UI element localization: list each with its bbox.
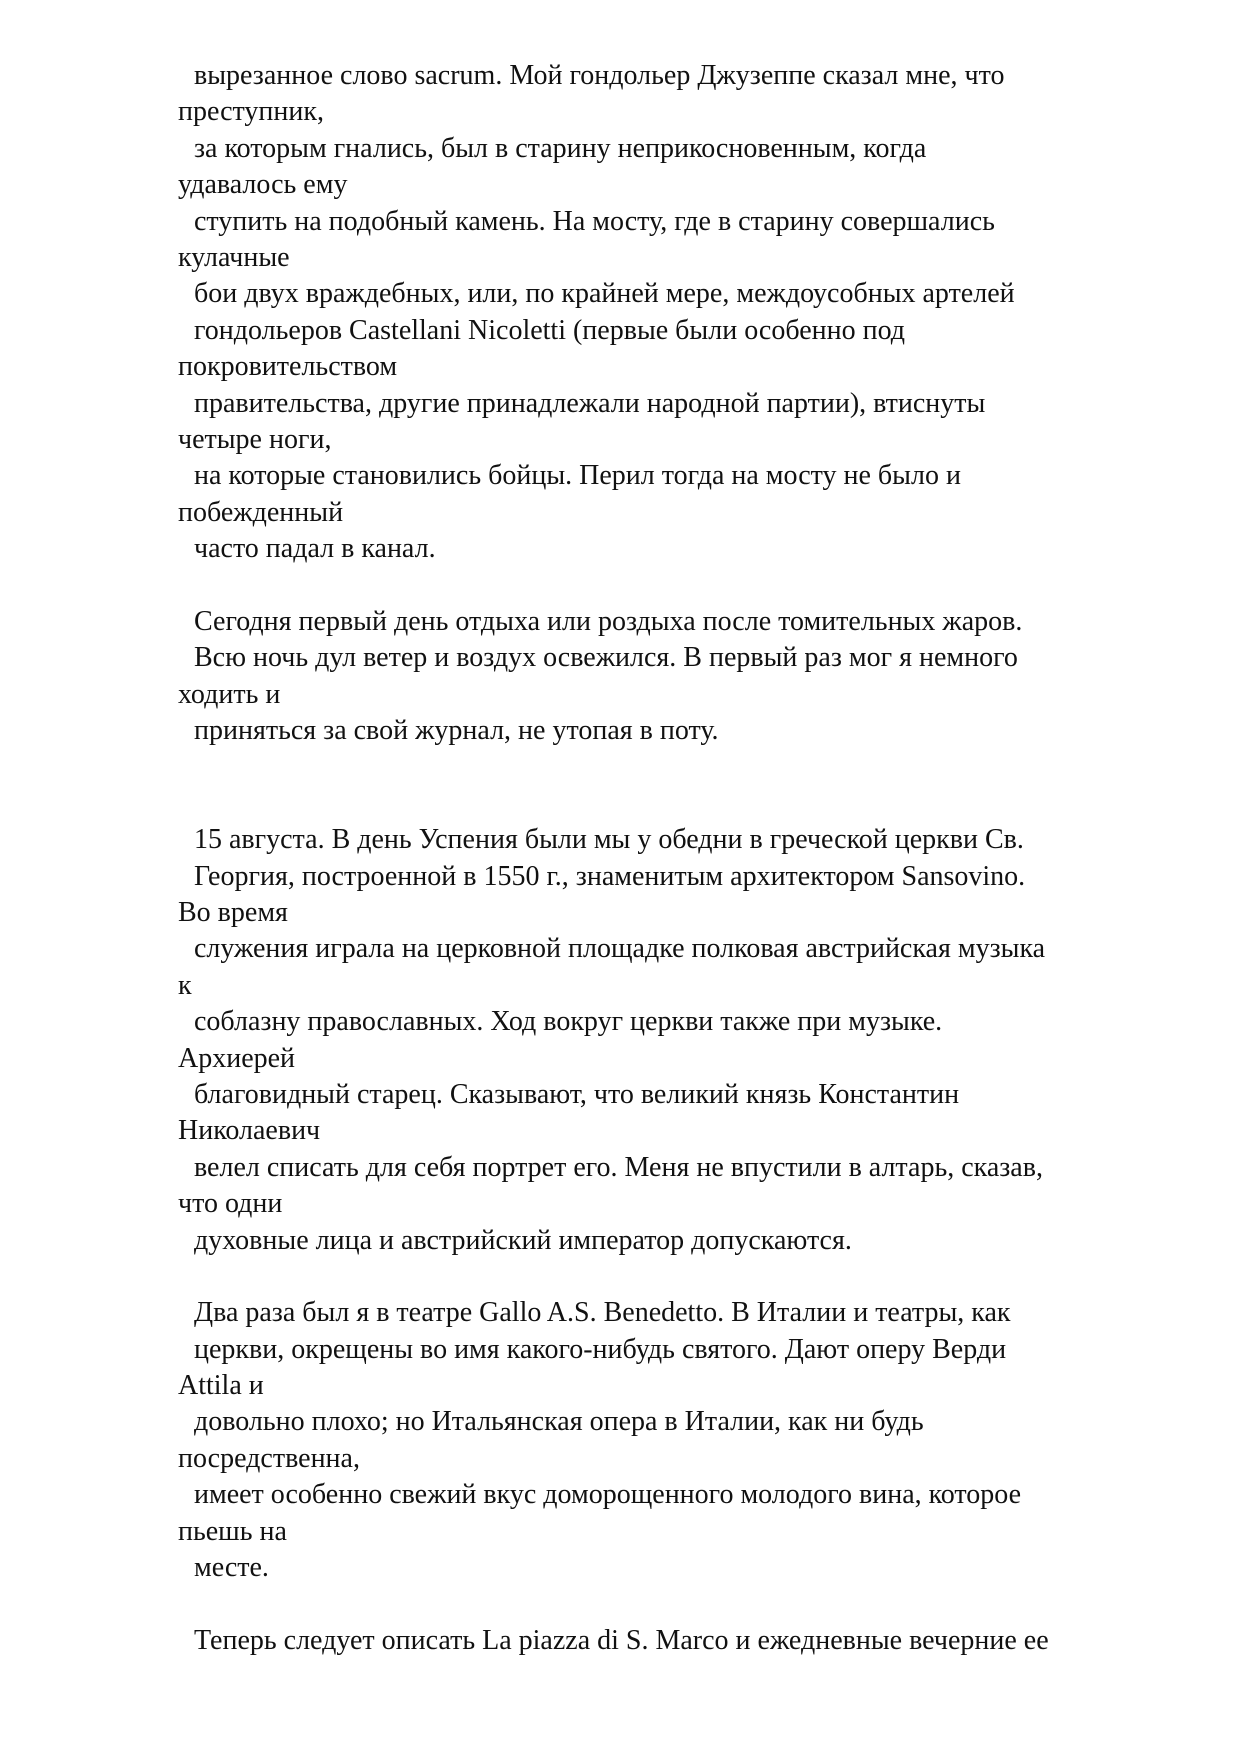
text-line: Архиерей xyxy=(178,1042,296,1074)
text-line: Всю ночь дул ветер и воздух освежился. В первый раз мог я немного xyxy=(194,642,1018,674)
text-line: имеет особенно свежий вкус доморощенного молодого вина, которое xyxy=(194,1479,1022,1511)
text-line: соблазну православных. Ход вокруг церкви также при музыке. xyxy=(194,1006,943,1038)
text-line: кулачные xyxy=(178,241,290,273)
text-line: посредственна, xyxy=(178,1442,360,1474)
text-line: что одни xyxy=(178,1188,283,1220)
text-line: покровительством xyxy=(178,351,398,383)
text-line: преступник, xyxy=(178,96,324,128)
text-line: побежденный xyxy=(178,496,344,528)
text-line: приняться за свой журнал, не утопая в поту. xyxy=(194,715,719,747)
text-line: благовидный старец. Сказывают, что великий князь Константин xyxy=(194,1078,960,1110)
text-line: вырезанное слово sacrum. Мой гондольер Джузеппе сказал мне, что xyxy=(194,60,1005,91)
section-gap xyxy=(178,749,1168,822)
text-line: удавалось ему xyxy=(178,169,348,201)
paragraph xyxy=(178,1623,1168,1659)
text-line: духовные лица и австрийский император допускаются. xyxy=(194,1224,852,1256)
text-line: часто падал в канал. xyxy=(194,533,436,565)
text-line: Сегодня первый день отдыха или роздыха после томительных жаров. xyxy=(194,605,1023,637)
paragraph xyxy=(178,604,1168,750)
paragraph xyxy=(178,1295,1168,1586)
text-line: ступить на подобный камень. На мосту, где в старину совершались xyxy=(194,205,995,237)
text-line: Теперь следует описать La piazza di S. Marco и ежедневные вечерние ее xyxy=(194,1624,1049,1656)
paragraph-gap xyxy=(178,567,1168,603)
text-line: Георгия, построенной в 1550 г., знаменитым архитектором Sansovino. xyxy=(194,860,1026,892)
text-line: к xyxy=(178,969,192,1001)
text-line: церкви, окрещены во имя какого-нибудь святого. Дают оперу Верди xyxy=(194,1333,1007,1365)
text-line: месте. xyxy=(194,1552,269,1584)
text-line: бои двух враждебных, или, по крайней мере, междоусобных артелей xyxy=(194,278,1015,310)
text-line: велел списать для себя портрет его. Меня не впустили в алтарь, сказав, xyxy=(194,1151,1043,1183)
text-line: Два раза был я в театре Gallo A.S. Benedetto. В Италии и театры, как xyxy=(194,1297,1011,1329)
text-line: довольно плохо; но Итальянская опера в Италии, как ни будь xyxy=(194,1406,924,1438)
text-line: ходить и xyxy=(178,678,281,710)
text-line: 15 августа. В день Успения были мы у обедни в греческой церкви Св. xyxy=(194,824,1024,856)
paragraph-gap xyxy=(178,1259,1168,1295)
paragraph xyxy=(178,58,1168,567)
text-line: Во время xyxy=(178,897,288,928)
text-line: за которым гнались, был в старину неприкосновенным, когда xyxy=(194,132,927,164)
text-line: правительства, другие принадлежали народной партии), втиснуты xyxy=(194,387,986,419)
text-line: служения играла на церковной площадке полковая австрийская музыка xyxy=(194,933,1046,965)
paragraph-gap xyxy=(178,1586,1168,1622)
text-line: Николаевич xyxy=(178,1115,321,1147)
text-line: пьешь на xyxy=(178,1515,287,1547)
text-line: четыре ноги, xyxy=(178,423,332,455)
text-line: Attila и xyxy=(178,1370,264,1402)
document-page xyxy=(178,58,1168,1659)
paragraph xyxy=(178,822,1168,1259)
text-line: на которые становились бойцы. Перил тогда на мосту не было и xyxy=(194,460,961,492)
text-line: гондольеров Castellani Nicoletti (первые были особенно под xyxy=(194,314,906,346)
